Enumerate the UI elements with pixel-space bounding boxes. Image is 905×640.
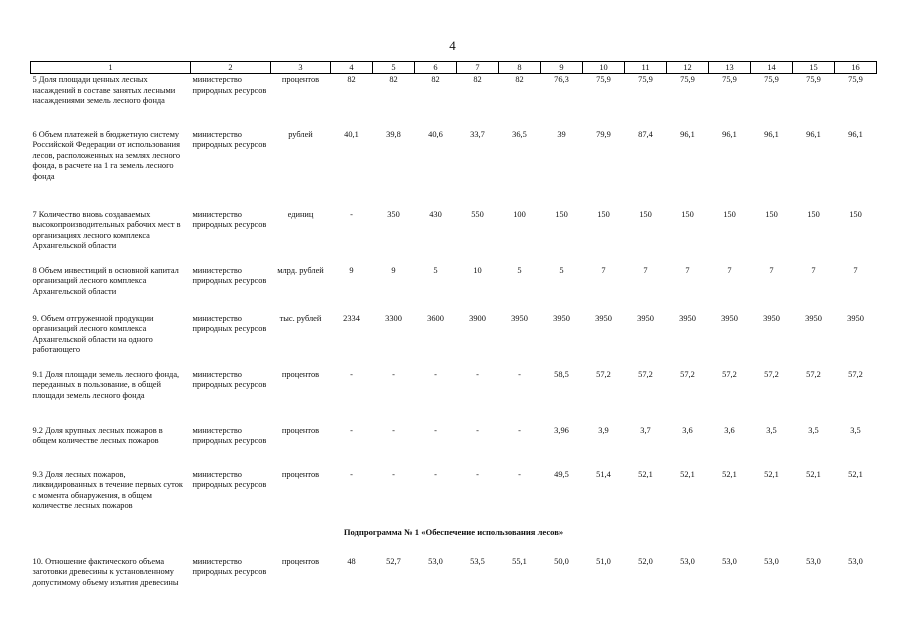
value-cell: 550 (471, 209, 484, 219)
value-cell: - (392, 425, 395, 435)
header-cell: 4 (331, 62, 373, 74)
header-cell: 14 (751, 62, 793, 74)
table-row (31, 265, 877, 313)
value-cell: 57,2 (680, 369, 695, 379)
subprogram-row (31, 525, 877, 549)
value-cell: 5 (433, 265, 438, 275)
indicator-name: 5 Доля площади ценных лесных насаждений в составе занятых лесными насаждениями земель лесного фонда (32, 75, 176, 106)
value-cell: 3300 (385, 313, 402, 323)
unit-of-measure: процентов (281, 556, 320, 566)
value-cell: 58,5 (554, 369, 569, 379)
value-cell: 3950 (511, 313, 528, 323)
value-cell: 52,1 (848, 469, 863, 479)
value-cell: 48 (347, 556, 356, 566)
value-cell: 3950 (763, 313, 780, 323)
value-cell: 79,9 (596, 129, 611, 139)
header-cell: 1 (31, 62, 191, 74)
value-cell: - (350, 425, 353, 435)
responsible-executor: министерство природных ресурсов (192, 369, 267, 390)
value-cell: 52,7 (386, 556, 401, 566)
value-cell: 82 (473, 75, 482, 84)
responsible-executor: министерство природных ресурсов (192, 313, 267, 334)
indicator-name: 8 Объем инвестиций в основной капитал организаций лесного комплекса Архангельской области (32, 265, 179, 296)
value-cell: 3,5 (850, 425, 861, 435)
header-cell: 9 (541, 62, 583, 74)
header-row (31, 62, 877, 74)
value-cell: 3,5 (808, 425, 819, 435)
value-cell: 57,2 (596, 369, 611, 379)
value-cell: - (392, 369, 395, 379)
value-cell: - (350, 369, 353, 379)
value-cell: 7 (769, 265, 774, 275)
value-cell: 9 (349, 265, 354, 275)
table-row (31, 549, 877, 601)
value-cell: 75,9 (638, 75, 653, 84)
indicator-name: 9.2 Доля крупных лесных пожаров в общем количестве лесных пожаров (32, 425, 163, 446)
subprogram-title: Подпрограмма № 1 «Обеспечение использования лесов» (343, 526, 564, 537)
value-cell: 3,9 (598, 425, 609, 435)
header-cell: 15 (793, 62, 835, 74)
value-cell: 52,1 (638, 469, 653, 479)
table-row (31, 313, 877, 369)
value-cell: 87,4 (638, 129, 653, 139)
value-cell: 52,1 (806, 469, 821, 479)
value-cell: 150 (723, 209, 736, 219)
value-cell: 53,5 (470, 556, 485, 566)
value-cell: 50,0 (554, 556, 569, 566)
value-cell: 7 (601, 265, 606, 275)
value-cell: 150 (681, 209, 694, 219)
value-cell: - (476, 425, 479, 435)
value-cell: 150 (639, 209, 652, 219)
value-cell: 76,3 (554, 75, 569, 84)
value-cell: 40,1 (344, 129, 359, 139)
responsible-executor: министерство природных ресурсов (192, 75, 267, 95)
value-cell: - (518, 369, 521, 379)
value-cell: 3,6 (724, 425, 735, 435)
value-cell: 150 (849, 209, 862, 219)
value-cell: - (350, 469, 353, 479)
unit-of-measure: рублей (288, 129, 313, 139)
responsible-executor: министерство природных ресурсов (192, 556, 267, 577)
indicator-name: 10. Отношение фактического объема заготовки древесины к установленному допустимому объему изъятия древесины (32, 556, 179, 587)
value-cell: 3950 (721, 313, 738, 323)
value-cell: 39,8 (386, 129, 401, 139)
value-cell: 82 (515, 75, 524, 84)
value-cell: 3,5 (766, 425, 777, 435)
value-cell: 82 (389, 75, 398, 84)
value-cell: 52,0 (638, 556, 653, 566)
value-cell: 3,7 (640, 425, 651, 435)
unit-of-measure: процентов (281, 369, 320, 379)
value-cell: 53,0 (848, 556, 863, 566)
unit-of-measure: процентов (281, 425, 320, 435)
value-cell: 52,1 (680, 469, 695, 479)
value-cell: 7 (811, 265, 816, 275)
indicators-table (30, 61, 877, 601)
value-cell: - (476, 369, 479, 379)
value-cell: 100 (513, 209, 526, 219)
responsible-executor: министерство природных ресурсов (192, 425, 267, 446)
value-cell: 57,2 (764, 369, 779, 379)
value-cell: 57,2 (848, 369, 863, 379)
value-cell: 3,96 (554, 425, 569, 435)
header-cell: 6 (415, 62, 457, 74)
table-row (31, 469, 877, 525)
indicator-name: 9.1 Доля площади земель лесного фонда, переданных в пользование, в общей площади земель лесного фонда (32, 369, 180, 400)
value-cell: 5 (517, 265, 522, 275)
value-cell: 40,6 (428, 129, 443, 139)
indicator-name: 9. Объем отгруженной продукции организаций лесного комплекса Архангельской области на одного работающего (32, 313, 154, 355)
value-cell: - (518, 425, 521, 435)
value-cell: 53,0 (764, 556, 779, 566)
header-cell: 7 (457, 62, 499, 74)
value-cell: 39 (557, 129, 566, 139)
header-cell: 13 (709, 62, 751, 74)
value-cell: 53,0 (428, 556, 443, 566)
value-cell: 51,4 (596, 469, 611, 479)
header-cell: 2 (191, 62, 271, 74)
indicator-name: 6 Объем платежей в бюджетную систему Российской Федерации от использования лесов, расположенных на землях лесного фонда, в расчете на 1 га земель лесного фонда (32, 129, 181, 181)
value-cell: 57,2 (806, 369, 821, 379)
value-cell: 53,0 (806, 556, 821, 566)
table-row (31, 369, 877, 425)
value-cell: 7 (685, 265, 690, 275)
value-cell: 5 (559, 265, 564, 275)
value-cell: 52,1 (764, 469, 779, 479)
value-cell: - (434, 425, 437, 435)
unit-of-measure: единиц (287, 209, 314, 219)
value-cell: 57,2 (722, 369, 737, 379)
responsible-executor: министерство природных ресурсов (192, 129, 267, 150)
value-cell: 3950 (805, 313, 822, 323)
value-cell: 3950 (553, 313, 570, 323)
unit-of-measure: процентов (281, 469, 320, 479)
value-cell: 3950 (637, 313, 654, 323)
value-cell: 7 (727, 265, 732, 275)
value-cell: 53,0 (722, 556, 737, 566)
value-cell: - (476, 469, 479, 479)
header-cell: 12 (667, 62, 709, 74)
value-cell: 96,1 (806, 129, 821, 139)
unit-of-measure: тыс. рублей (279, 313, 322, 323)
value-cell: 57,2 (638, 369, 653, 379)
value-cell: 75,9 (596, 75, 611, 84)
unit-of-measure: процентов (281, 75, 320, 84)
value-cell: 7 (853, 265, 858, 275)
value-cell: 75,9 (806, 75, 821, 84)
value-cell: 75,9 (848, 75, 863, 84)
indicator-name: 9.3 Доля лесных пожаров, ликвидированных в течение первых суток с момента обнаружения, в общем количестве лесных пожаров (32, 469, 183, 511)
value-cell: 150 (765, 209, 778, 219)
value-cell: 75,9 (722, 75, 737, 84)
table-row (31, 209, 877, 265)
table-row (31, 129, 877, 209)
value-cell: 96,1 (764, 129, 779, 139)
value-cell: 7 (643, 265, 648, 275)
value-cell: 3,6 (682, 425, 693, 435)
header-cell: 11 (625, 62, 667, 74)
value-cell: 96,1 (722, 129, 737, 139)
value-cell: 82 (347, 75, 356, 84)
value-cell: - (392, 469, 395, 479)
table-row (31, 425, 877, 469)
value-cell: 49,5 (554, 469, 569, 479)
value-cell: 3600 (427, 313, 444, 323)
value-cell: 36,5 (512, 129, 527, 139)
value-cell: 3950 (595, 313, 612, 323)
header-cell: 10 (583, 62, 625, 74)
value-cell: 82 (431, 75, 440, 84)
page-number: 4 (449, 38, 456, 53)
value-cell: 53,0 (680, 556, 695, 566)
value-cell: 9 (391, 265, 396, 275)
indicator-name: 7 Количество вновь создаваемых высокопроизводительных рабочих мест в организациях лесного комплекса Архангельской области (32, 209, 181, 251)
value-cell: 350 (387, 209, 400, 219)
value-cell: 75,9 (680, 75, 695, 84)
value-cell: - (434, 369, 437, 379)
value-cell: - (350, 209, 353, 219)
responsible-executor: министерство природных ресурсов (192, 265, 267, 286)
value-cell: 52,1 (722, 469, 737, 479)
value-cell: - (518, 469, 521, 479)
header-cell: 8 (499, 62, 541, 74)
value-cell: 33,7 (470, 129, 485, 139)
table-row (31, 74, 877, 129)
unit-of-measure: млрд. рублей (277, 265, 324, 275)
value-cell: 55,1 (512, 556, 527, 566)
value-cell: 96,1 (680, 129, 695, 139)
value-cell: 150 (555, 209, 568, 219)
value-cell: 96,1 (848, 129, 863, 139)
value-cell: 3950 (847, 313, 864, 323)
value-cell: 2334 (343, 313, 360, 323)
header-cell: 3 (271, 62, 331, 74)
value-cell: 75,9 (764, 75, 779, 84)
header-cell: 16 (835, 62, 877, 74)
value-cell: 10 (473, 265, 482, 275)
value-cell: 3900 (469, 313, 486, 323)
value-cell: 150 (597, 209, 610, 219)
responsible-executor: министерство природных ресурсов (192, 209, 267, 230)
responsible-executor: министерство природных ресурсов (192, 469, 267, 490)
value-cell: 150 (807, 209, 820, 219)
header-cell: 5 (373, 62, 415, 74)
value-cell: 3950 (679, 313, 696, 323)
value-cell: - (434, 469, 437, 479)
value-cell: 51,0 (596, 556, 611, 566)
value-cell: 430 (429, 209, 442, 219)
